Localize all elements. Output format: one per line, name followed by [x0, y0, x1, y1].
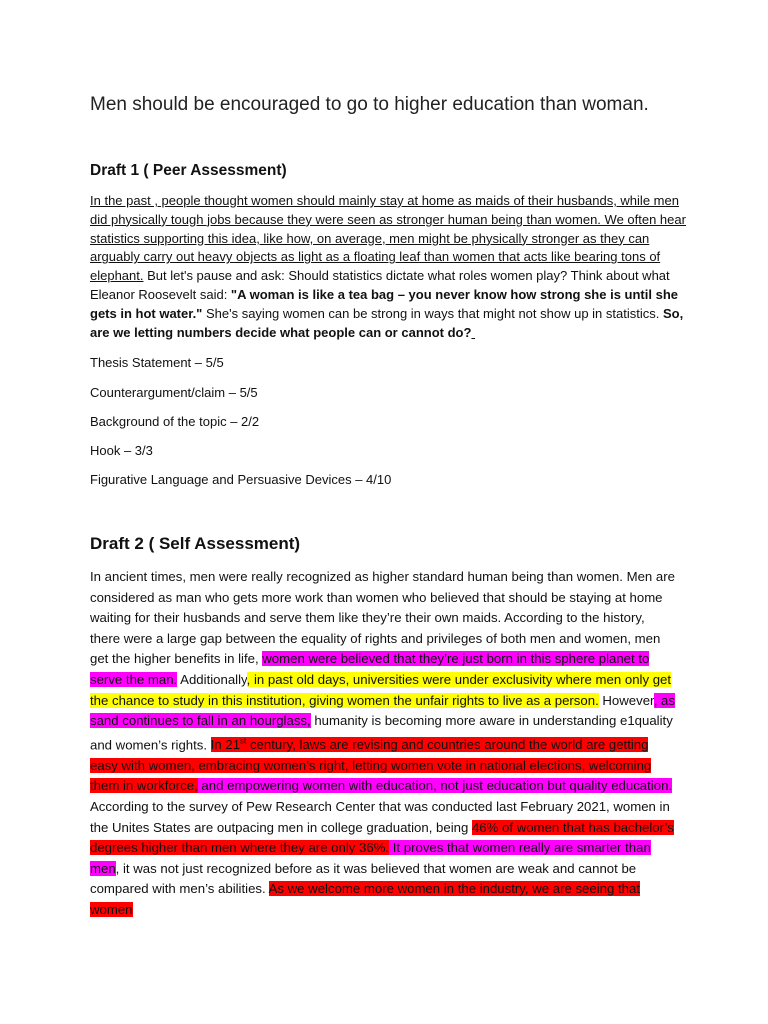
highlight-magenta-3: and empowering women with education, not just education but quality education.: [197, 778, 673, 794]
draft2-text-3: However: [598, 692, 654, 708]
draft2-text-1: In ancient times, men were really recognized as higher standard human being than women. Men are considered as man who gets more work than women who believed that should be staying at home waiting for their husbands and serve them like they’re their own maids. According to the history, there were a large gap between the equality of rights and privileges of both men and women, men get the higher benefits in life,: [90, 569, 675, 667]
score-hook: Hook – 3/3: [90, 443, 153, 458]
draft1-underlined-text: In the past , people thought women should mainly stay at home as maids of their husbands, while men did physically tough jobs because they were seen as stronger human being than women. We often hear statistics supporting this idea, like how, on average, men might be physically stronger as they can arguably carry out heavy objects as light as a floating leaf than women that acts like bearing tons of elephant.: [90, 193, 686, 284]
score-background: Background of the topic – 2/2: [90, 414, 260, 429]
highlight-red-3: As we welcome more women in the industry, we are seeing that women: [90, 881, 640, 917]
draft2-heading: Draft 2 ( Self Assessment): [90, 534, 301, 553]
highlight-magenta-4: It proves that women really are smarter than men: [90, 840, 651, 876]
draft2-text-2: Additionally: [177, 671, 247, 687]
draft1-heading: Draft 1 ( Peer Assessment): [90, 162, 287, 179]
draft2-text-6: , it was not just recognized before as it was believed that women are weak and cannot be compared with men’s abilities.: [90, 860, 637, 897]
draft1-quote: "A woman is like a tea bag – you never know how strong she is until she gets in hot water.": [90, 286, 678, 321]
draft1-paragraph: [90, 192, 690, 342]
draft1-trailing-underline: [471, 325, 475, 340]
score-thesis: Thesis Statement – 5/5: [90, 355, 224, 370]
draft1-text-1: But let's pause and ask: Should statistics dictate what roles women play? Think about what Eleanor Roosevelt said:: [90, 268, 670, 302]
highlight-magenta-1: women were believed that they’re just born in this sphere planet to serve the man.: [90, 651, 650, 687]
highlight-red-1: In 21st century, laws are revising and countries around the world are getting easy with women, embracing women’s right, letting women vote in national elections, welcoming them in workforce,: [90, 736, 652, 794]
highlight-magenta-2: , as sand continues to fall in an hourglass,: [90, 692, 675, 729]
score-counterargument: Counterargument/claim – 5/5: [90, 385, 258, 400]
score-figurative-language: Figurative Language and Persuasive Devices – 4/10: [90, 472, 392, 487]
draft2-text-5: According to the survey of Pew Research Center that was conducted last February 2021, women in the Unites States are outpacing men in college graduation, being: [90, 798, 670, 835]
highlight-yellow-1: , in past old days, universities were under exclusivity where men only get the chance to study in this institution, giving women the unfair rights to live as a person.: [90, 671, 672, 708]
document-title: Men should be encouraged to go to higher education than woman.: [90, 94, 649, 115]
draft2-text-4: humanity is becoming more aware in understanding e1quality and women’s rights.: [90, 713, 673, 753]
draft1-question: So, are we letting numbers decide what people can or cannot do?: [90, 305, 684, 340]
draft2-paragraph: [90, 567, 675, 920]
draft1-text-2: She's saying women can be strong in ways that might not show up in statistics.: [202, 305, 663, 321]
highlight-red-2: 46% of women that has bachelor’s degrees higher than men where they are only 36%.: [90, 819, 674, 856]
